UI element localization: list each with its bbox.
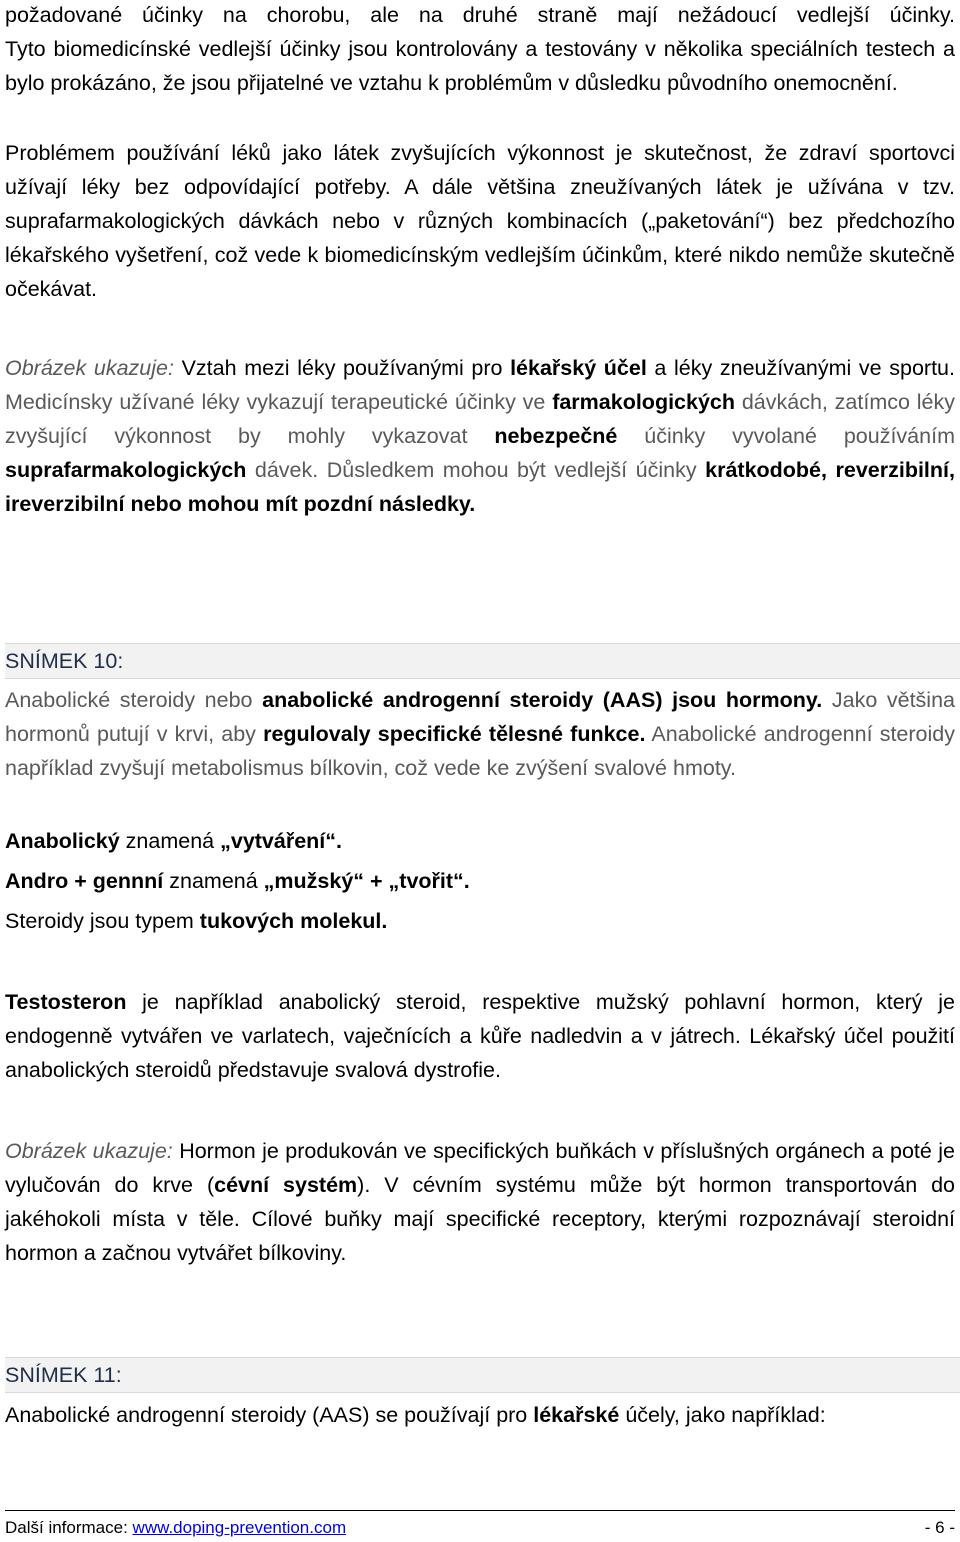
section-heading-slide-10: SNÍMEK 10:: [5, 643, 960, 679]
figure-label: Obrázek ukazuje:: [5, 356, 174, 380]
footer-info: Další informace: www.doping-prevention.com: [5, 1518, 347, 1537]
footer-website-link[interactable]: www.doping-prevention.com: [132, 1518, 347, 1537]
paragraph-figure-1: Obrázek ukazuje: Vztah mezi léky používanými pro lékařský účel a léky zneužívanými ve sportu. Medicínsky užívané léky vykazují terapeutické účinky ve farmakologických dávkách, zatímco léky zvyšující výkonnost by mohly vykazovat nebezpečné účinky vyvolané používáním suprafarmakologických dávek. Důsledkem mohou být vedlejší účinky krátkodobé, reverzibilní, ireverzibilní nebo mohou mít pozdní následky.: [5, 356, 956, 516]
paragraph-andro-meaning: Andro + gennní znamená „mužský“ + „tvořit“.: [5, 869, 470, 893]
paragraph-side-effects: požadované účinky na chorobu, ale na druhé straně mají nežádoucí vedlejší účinky. Tyto biomedicínské vedlejší účinky jsou kontrolovány a testovány v několika speciálních testech a bylo prokázáno, že jsou přijatelné ve vztahu k problémům v důsledku původního onemocnění.: [5, 3, 955, 95]
paragraph-aas-hormones: Anabolické steroidy nebo anabolické androgenní steroidy (AAS) jsou hormony. Jako většina hormonů putují v krvi, aby regulovaly specifické tělesné funkce. Anabolické androgenní steroidy například zvyšují metabolismus bílkovin, což vede ke zvýšení svalové hmoty.: [5, 688, 956, 780]
paragraph-steroid-type: Steroidy jsou typem tukových molekul.: [5, 909, 388, 933]
section-heading-slide-11: SNÍMEK 11:: [5, 1357, 960, 1393]
page-footer: [5, 1514, 955, 1542]
figure-label: Obrázek ukazuje:: [5, 1139, 173, 1163]
paragraph-figure-2: Obrázek ukazuje: Hormon je produkován ve specifických buňkách v příslušných orgánech a poté je vylučován do krve (cévní systém). V cévním systému může být hormon transportován do jakéhokoli místa v těle. Cílové buňky mají specifické receptory, kterými rozpoznávají steroidní hormon a začnou vytvářet bílkoviny.: [5, 1139, 956, 1265]
page-number: - 6 -: [924, 1518, 955, 1537]
paragraph-anabolic-meaning: Anabolický znamená „vytváření“.: [5, 829, 343, 853]
paragraph-misuse: Problémem používání léků jako látek zvyšujících výkonnost je skutečnost, že zdraví sportovci užívají léky bez odpovídající potřeby. A dále většina zneužívaných látek je užívána v tzv. suprafarmakologických dávkách nebo v různých kombinacích („paketování“) bez předchozího lékařského vyšetření, což vede k biomedicínským vedlejším účinkům, které nikdo nemůže skutečně očekávat.: [5, 141, 955, 301]
paragraph-aas-medical-use: Anabolické androgenní steroidy (AAS) se používají pro lékařské účely, jako například:: [5, 1403, 826, 1427]
paragraph-testosterone: Testosteron je například anabolický steroid, respektive mužský pohlavní hormon, který je endogenně vytvářen ve varlatech, vaječnících a kůře nadledvin a v játrech. Lékařský účel použití anabolických steroidů představuje svalová dystrofie.: [5, 990, 955, 1082]
footer-divider: [5, 1510, 955, 1511]
